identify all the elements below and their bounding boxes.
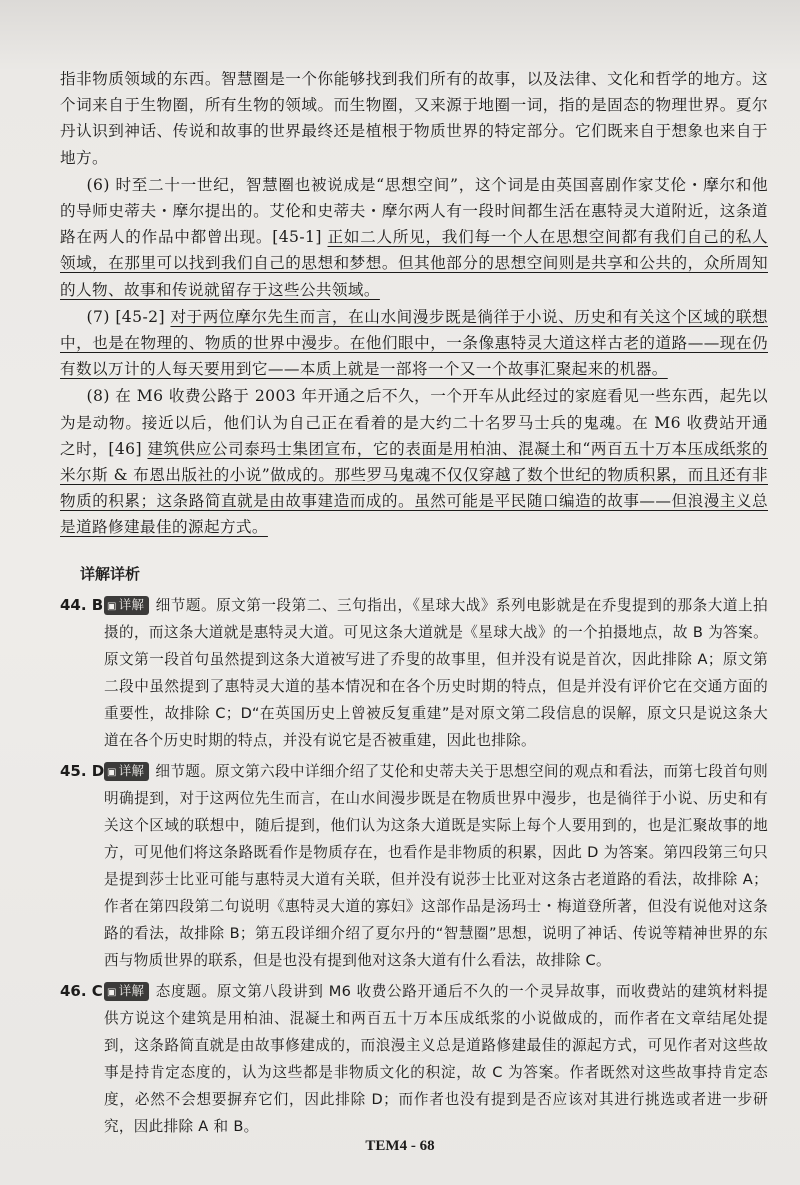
book-icon: ▣: [107, 766, 117, 778]
paragraph-7: [60, 304, 768, 383]
answer-number: 46. C: [60, 981, 103, 1000]
answer-explanation: [104, 978, 768, 1140]
content: [60, 66, 768, 1144]
page-number: TEM4 - 68: [365, 1138, 435, 1154]
paragraph-8: [60, 383, 768, 540]
paragraph-5-tail: 指非物质领域的东西。智慧圈是一个你能够找到我们所有的故事，以及法律、文化和哲学的地方。这个词来自于生物圈，所有生物的领域。而生物圈，又来源于地圈一词，指的是固态的物理世界。夏尔丹认识到神话、传说和故事的世界最终还是植根于物质世界的特定部分。它们既来自于想象也来自于地方。: [60, 70, 768, 167]
translation-passage: [60, 66, 768, 541]
book-icon: ▣: [107, 600, 117, 612]
paragraph-7-underlined: 对于两位摩尔先生而言，在山水间漫步既是徜徉于小说、历史和有关这个区域的联想中，也是在物理的、物质的世界中漫步。在他们眼中，一条像惠特灵大道这样古老的道路——现在仍有数以万计的人每天要用到它——本质上就是一部将一个又一个故事汇聚起来的机器。: [60, 307, 768, 379]
answer-46: [60, 978, 768, 1140]
ref-46: [46]: [108, 439, 148, 458]
answer-number: 45. D: [60, 761, 105, 780]
explain-badge: [104, 982, 149, 1001]
paragraph-6: [60, 172, 768, 303]
badge-label: 详解: [118, 762, 145, 778]
answer-text: 细节题。原文第一段第二、三句指出，《星球大战》系列电影就是在乔叟提到的那条大道上拍摄的，而这条大道就是惠特灵大道。可见这条大道就是《星球大战》的一个拍摄地点，故 B 为答案。原文第一段首句虽然提到这条大道被写进了乔叟的故事里，但并没有说是首次，因此排除 A；原文第二段中虽然提到了惠特灵大道的基本情况和在各个历史时期的特点，但是并没有评价它在交通方面的重要性，故排除 C；D“在英国历史上曾被反复重建”是对原文第二段信息的误解，原文只是说这条大道在各个历史时期的特点，并没有说它是否被重建，因此也排除。: [104, 596, 768, 749]
answer-explanation: [104, 758, 768, 974]
answer-45: [60, 758, 768, 974]
paragraph-8-text: (8) 在 M6 收费公路于 2003 年开通之后不久，一个开车从此经过的家庭看见一些东西，起先以为是动物。接近以后，他们认为自己正在看着的是大约二十名罗马士兵的鬼魂。在 M6 收费站开通之时，: [60, 387, 768, 458]
ref-45-2: [45-2]: [115, 307, 171, 326]
paragraph-8-underlined: 建筑供应公司泰玛士集团宣布，它的表面是用柏油、混凝土和“两百五十万本压成纸浆的米尔斯 & 布恩出版社的小说”做成的。那些罗马鬼魂不仅仅穿越了数个世纪的物质积累，而且还有非物质的积累；这条路简直就是由故事建造而成的。虽然可能是平民随口编造的故事——但浪漫主义总是道路修建最佳的源起方式。: [60, 439, 769, 537]
badge-label: 详解: [118, 596, 145, 612]
paragraph-6-text: (6) 时至二十一世纪，智慧圈也被说成是“思想空间”，这个词是由英国喜剧作家艾伦・摩尔和他的导师史蒂夫・摩尔提出的。艾伦和史蒂夫・摩尔两人有一段时间都生活在惠特灵大道附近，这条道路在两人的作品中都曾出现。: [60, 175, 768, 247]
explain-badge: [104, 596, 149, 615]
explain-badge: [104, 762, 149, 781]
section-title: 详解详析: [80, 564, 141, 583]
answer-text: 细节题。原文第六段中详细介绍了艾伦和史蒂夫关于思想空间的观点和看法，而第七段首句则明确提到，对于这两位先生而言，在山水间漫步既是在物质世界中漫步，也是徜徉于小说、历史和有关这个区域的联想中，随后提到，他们认为这条大道既是实际上每个人要用到的，也是汇聚故事的地方，可见他们将这条路既看作是物质存在，也看作是非物质的积累，因此 D 为答案。第四段第三句只是提到莎士比亚可能与惠特灵大道有关联，但并没有说莎士比亚对这条古老道路的看法，故排除 A；作者在第四段第二句说明《惠特灵大道的寡妇》这部作品是汤玛士・梅道登所著，但没有说他对这条路的看法，故排除 B；第五段详细介绍了夏尔丹的“智慧圈”思想，说明了神话、传说等精神世界的东西与物质世界的联系，但是也没有提到他对这条大道有什么看法，故排除 C。: [104, 762, 768, 969]
paragraph-7-num: (7): [86, 307, 116, 326]
answer-44: [60, 592, 768, 754]
answer-text: 态度题。原文第八段讲到 M6 收费公路开通后不久的一个灵异故事，而收费站的建筑材料提供方说这个建筑是用柏油、混凝土和两百五十万本压成纸浆的小说做成的，而作者在文章结尾处提到，这条路简直就是由故事修建成的，而浪漫主义总是道路修建最佳的源起方式，可见作者对这些故事是持肯定态度的，认为这些都是非物质文化的积淀，故 C 为答案。作者既然对这些故事持肯定态度，必然不会想要摒弃它们，因此排除 D；而作者也没有提到是否应该对其进行挑选或者进一步研究，因此排除 A 和 B。: [104, 982, 768, 1135]
answer-number: 44. B: [60, 595, 104, 614]
book-icon: ▣: [107, 986, 117, 998]
badge-label: 详解: [118, 982, 145, 998]
answer-explanation: [104, 592, 768, 754]
ref-45-1: [45-1]: [272, 228, 328, 247]
paragraph-6-underlined: 正如二人所见，我们每一个人在思想空间都有我们自己的私人领域，在那里可以找到我们自己的思想和梦想。但其他部分的思想空间则是共享和公共的，众所周知的人物、故事和传说就留存于这些公共领域。: [60, 228, 768, 299]
